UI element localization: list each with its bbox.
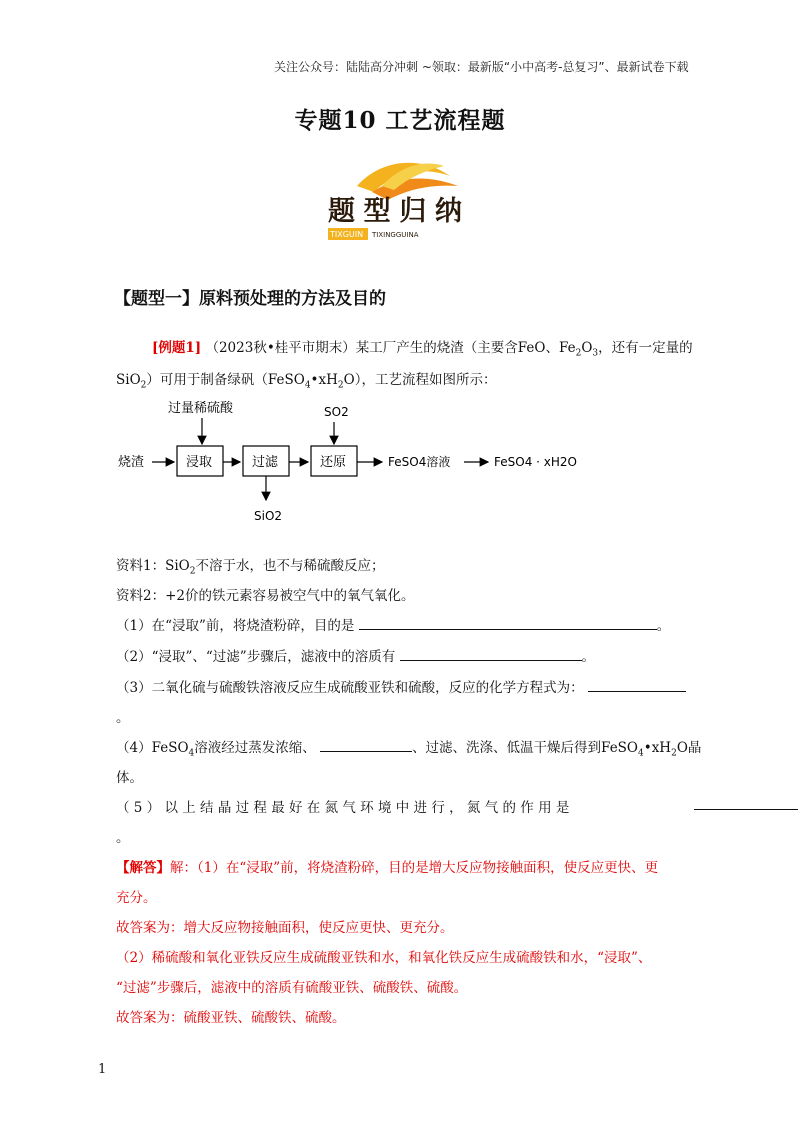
question-3-text: （3）二氧化硫与硫酸铁溶液反应生成硫酸亚铁和硫酸，反应的化学方程式为： (116, 680, 584, 696)
header-note: 关注公众号：陆陆高分冲刺 ~领取：最新版“小中高考-总复习”、最新试卷下载 (274, 60, 689, 74)
logo (322, 156, 468, 248)
question-4: （4）FeSO$_4$溶液经过蒸发浓缩、 、过滤、洗涤、低温干燥后得到$FeSO_4•xH_2O$晶 (116, 740, 702, 759)
question-3 (116, 676, 686, 696)
example-line2-tail: O），工艺流程如图所示： (343, 372, 497, 388)
flow-byproduct: SiO2 (254, 509, 283, 523)
question-5-text: （ 5 ） 以 上 结 晶 过 程 最 好 在 氮 气 环 境 中 进 行 ， 氮 气 的 作 用 是 (116, 800, 570, 816)
logo-sub-text: TIXINGGUINA (372, 231, 419, 239)
flow-step1: 浸取 (186, 455, 213, 470)
question-1-end: 。 (656, 618, 671, 634)
question-4-a: （4）FeSO (116, 740, 189, 756)
answer-blank-3[interactable] (588, 678, 686, 692)
answer-blank-5[interactable] (694, 796, 798, 810)
question-4-b: 溶液经过蒸发浓缩、 (194, 740, 316, 756)
question-4-end: 体。 (116, 770, 143, 786)
process-flow-diagram (112, 392, 592, 532)
logo-graphic (322, 156, 468, 248)
example-line-1: [例题1] （2023秋•桂平市期末）某工厂产生的烧渣（主要含FeO、$Fe_2O_3$，还有一定量的 (152, 340, 693, 359)
question-4-d: O晶 (676, 740, 702, 756)
answer-blank-2[interactable] (400, 647, 582, 661)
flow-solution: FeSO4溶液 (388, 455, 451, 469)
flow-product: FeSO4 · xH2O (494, 455, 577, 469)
question-5 (116, 796, 569, 816)
logo-main-text: 题型归纳 (328, 196, 462, 227)
answer-line-5: “过滤”步骤后，滤液中的溶质有硫酸亚铁、硫酸铁、硫酸。 (116, 980, 468, 996)
example-label: [例题1] (152, 340, 202, 356)
answer-line-1 (116, 856, 658, 876)
answer-blank-4[interactable] (320, 738, 412, 752)
question-5-end: 。 (116, 830, 130, 846)
flow-step3: 还原 (320, 455, 347, 470)
flow-step2: 过滤 (252, 455, 279, 470)
question-2-end: 。 (581, 649, 595, 665)
example-line-2: SiO$_2$）可用于制备绿矾$(FeSO_4•xH_2O)$，工艺流程如图所示： (116, 372, 497, 391)
flow-reagent1: 过量稀硫酸 (168, 401, 234, 416)
question-1 (116, 614, 670, 634)
example-source-tail: ，还有一定量的 (598, 340, 693, 356)
example-source: （2023秋•桂平市期末）某工厂产生的烧渣（主要含FeO、Fe (205, 340, 576, 356)
question-1-text: （1）在“浸取”前，将烧渣粉碎，目的是 (116, 618, 355, 634)
material-2: 资料2：+2价的铁元素容易被空气中的氧气氧化。 (116, 588, 415, 604)
page-number: 1 (98, 1062, 107, 1077)
question-4-c: 、过滤、洗涤、低温干燥后得到FeSO (412, 740, 638, 756)
material-1-tail: 不溶于水，也不与稀硫酸反应； (195, 558, 385, 574)
answer-label: 【解答】 (116, 860, 170, 876)
question-2-text: （2）“浸取”、“过滤”步骤后，滤液中的溶质有 (116, 649, 396, 665)
answer-line-4: （2）稀硫酸和氧化亚铁反应生成硫酸亚铁和水，和氧化铁反应生成硫酸铁和水，“浸取”、 (116, 950, 652, 966)
flow-reagent2: SO2 (324, 405, 349, 419)
question-3-end: 。 (116, 710, 130, 726)
answer-1-text: 解：（1）在“浸取”前，将烧渣粉碎，目的是增大反应物接触面积，使反应更快、更 (170, 860, 659, 876)
answer-line-2: 充分。 (116, 890, 157, 906)
logo-sub-left: TIXGUIN (330, 230, 364, 239)
answer-blank-1[interactable] (359, 616, 657, 630)
material-1: 资料1：SiO$_2$不溶于水，也不与稀硫酸反应； (116, 558, 385, 577)
material-1-text: 资料1：SiO (116, 558, 190, 574)
example-line2: 可用于制备绿矾（FeSO (159, 372, 305, 388)
flow-input: 烧渣 (118, 455, 145, 470)
section-heading: 【题型一】原料预处理的方法及目的 (114, 289, 386, 309)
question-2 (116, 645, 595, 665)
answer-line-3: 故答案为：增大反应物接触面积，使反应更快、更充分。 (116, 920, 454, 936)
answer-line-6: 故答案为：硫酸亚铁、硫酸铁、硫酸。 (116, 1010, 346, 1026)
page-title: 专题10 工艺流程题 (294, 107, 506, 134)
